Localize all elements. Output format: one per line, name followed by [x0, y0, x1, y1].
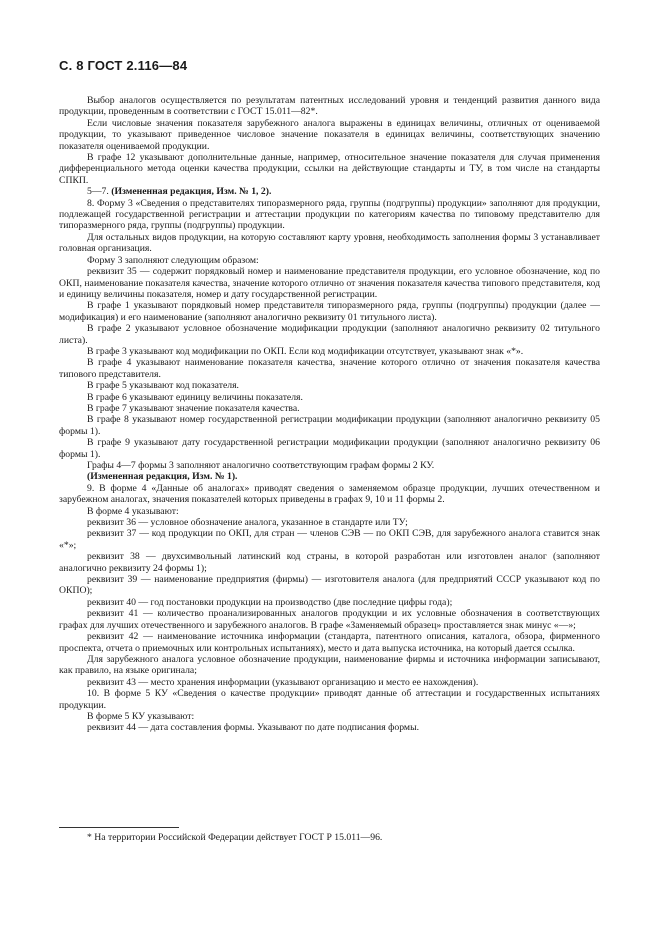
paragraph: 9. В форме 4 «Данные об аналогах» приводят сведения о заменяемом образце продукции, лучших отечественном и зарубежном аналогах, значения показателей которых приведены в графах 9, 10 и 11 формы 2.	[59, 482, 600, 506]
footnote-divider	[59, 827, 179, 828]
paragraph: реквизит 41 — количество проанализированных аналогов продукции и их условные обозначения в соответствующих графах для лучших отечественного и зарубежного аналогов. В графе «Заменяемый образец» проставляется знак минус «—»;	[59, 608, 600, 631]
paragraph: реквизит 38 — двухсимвольный латинский код страны, в которой разработан или изготовлен аналог (заполняют аналогично реквизиту 24 формы 1);	[59, 551, 600, 574]
paragraph: В форме 5 КУ указывают:	[87, 710, 195, 722]
paragraph: Если числовые значения показателя зарубежного аналога выражены в единицах величины, отличных от оцениваемой продукции, то указывают приведенное числовое значение показателя в единицах величины, соответствующих значению показателя оцениваемой продукции.	[59, 117, 600, 152]
paragraph: В графе 5 указывают код показателя.	[87, 380, 239, 392]
paragraph: 10. В форме 5 КУ «Сведения о качестве продукции» приводят данные об аттестации и государственных испытаниях продукции.	[59, 688, 600, 711]
paragraph: В графе 12 указывают дополнительные данные, например, относительное значение показателя для случая применения дифференциального метода оценки качества продукции, ссылки на действующие стандарты и ТУ, в том числе на стандарты СПКП.	[59, 152, 600, 186]
paragraph: реквизит 39 — наименование предприятия (фирмы) — изготовителя аналога (для предприятий СССР указывают код по ОКПО);	[59, 574, 600, 597]
paragraph: В графе 6 указывают единицу величины показателя.	[87, 391, 303, 403]
paragraph: реквизит 42 — наименование источника информации (стандарта, патентного описания, каталога, обзора, фирменного проспекта, отчета о приемочных или контрольных испытаниях), место и дата выпуска источника, на который дается ссылка.	[59, 631, 600, 654]
paragraph: В графе 8 указывают номер государственной регистрации модификации продукции (заполняют аналогично реквизиту 05 формы 1).	[59, 414, 600, 437]
paragraph: В графе 7 указывают значение показателя качества.	[87, 402, 300, 414]
footnote: * На территории Российской Федерации действует ГОСТ Р 15.011—96.	[87, 832, 383, 843]
paragraph: реквизит 35 — содержит порядковый номер и наименование представителя продукции, его условное обозначение, код по ОКП, наименование показателя качества, значение которого отлично от значения показателя качества типового представителя, код и единицу величины показателя, номер и дату государственной регистрации.	[59, 266, 600, 300]
paragraph: В графе 4 указывают наименование показателя качества, значение которого отлично от значения показателя качества типового представителя.	[59, 357, 600, 380]
amendment-note: (Измененная редакция, Изм. № 1, 2).	[111, 186, 272, 198]
body-text	[59, 95, 600, 734]
paragraph: В графе 2 указывают условное обозначение модификации продукции (заполняют аналогично реквизиту 02 титульного листа).	[59, 323, 600, 346]
page-header: С. 8 ГОСТ 2.116—84	[59, 58, 188, 73]
paragraph	[59, 186, 600, 197]
paragraph: реквизит 43 — место хранения информации (указывают организацию и место ее нахождения).	[87, 676, 479, 688]
paragraph: В графе 3 указывают код модификации по ОКП. Если код модификации отсутствует, указывают знак «*».	[87, 345, 524, 357]
paragraph-text: 5—7.	[87, 186, 112, 198]
paragraph: реквизит 37 — код продукции по ОКП, для стран — членов СЭВ — по ОКП СЭВ, для зарубежного аналога ставится знак «*»;	[59, 528, 600, 551]
paragraph: реквизит 36 — условное обозначение аналога, указанное в стандарте или ТУ;	[87, 517, 408, 529]
paragraph: В форме 4 указывают:	[87, 505, 179, 517]
paragraph: Выбор аналогов осуществляется по результатам патентных исследований уровня и тенденций развития данного вида продукции, проведенным в соответствии с ГОСТ 15.011—82*.	[59, 95, 600, 118]
paragraph: Форму 3 заполняют следующим образом:	[87, 254, 259, 266]
paragraph: 8. Форму 3 «Сведения о представителях типоразмерного ряда, группы (подгруппы) продукции» заполняют для продукции, подлежащей государственной регистрации и аттестации продукции по категориям качества по типовому представителю для типоразмерного ряда, группы (подгруппы) продукции.	[59, 197, 600, 232]
paragraph: реквизит 40 — год постановки продукции на производство (две последние цифры года);	[87, 596, 453, 608]
paragraph: Для зарубежного аналога условное обозначение продукции, наименование фирмы и источника информации записывают, как правило, на языке оригинала;	[59, 653, 600, 677]
paragraph: В графе 9 указывают дату государственной регистрации модификации продукции (заполняют аналогично реквизиту 06 формы 1).	[59, 437, 600, 460]
paragraph	[59, 471, 600, 482]
paragraph: В графе 1 указывают порядковый номер представителя типоразмерного ряда, группы (подгруппы) продукции (далее — модификация) и его наименование (заполняют аналогично реквизиту 01 титульного листа).	[59, 300, 600, 323]
paragraph: Для остальных видов продукции, на которую составляют карту уровня, необходимость заполнения формы 3 устанавливает головная организация.	[59, 231, 600, 255]
amendment-note: (Измененная редакция, Изм. № 1).	[87, 471, 238, 483]
paragraph: реквизит 44 — дата составления формы. Указывают по дате подписания формы.	[87, 722, 419, 734]
paragraph: Графы 4—7 формы 3 заполняют аналогично соответствующим графам формы 2 КУ.	[87, 460, 435, 471]
